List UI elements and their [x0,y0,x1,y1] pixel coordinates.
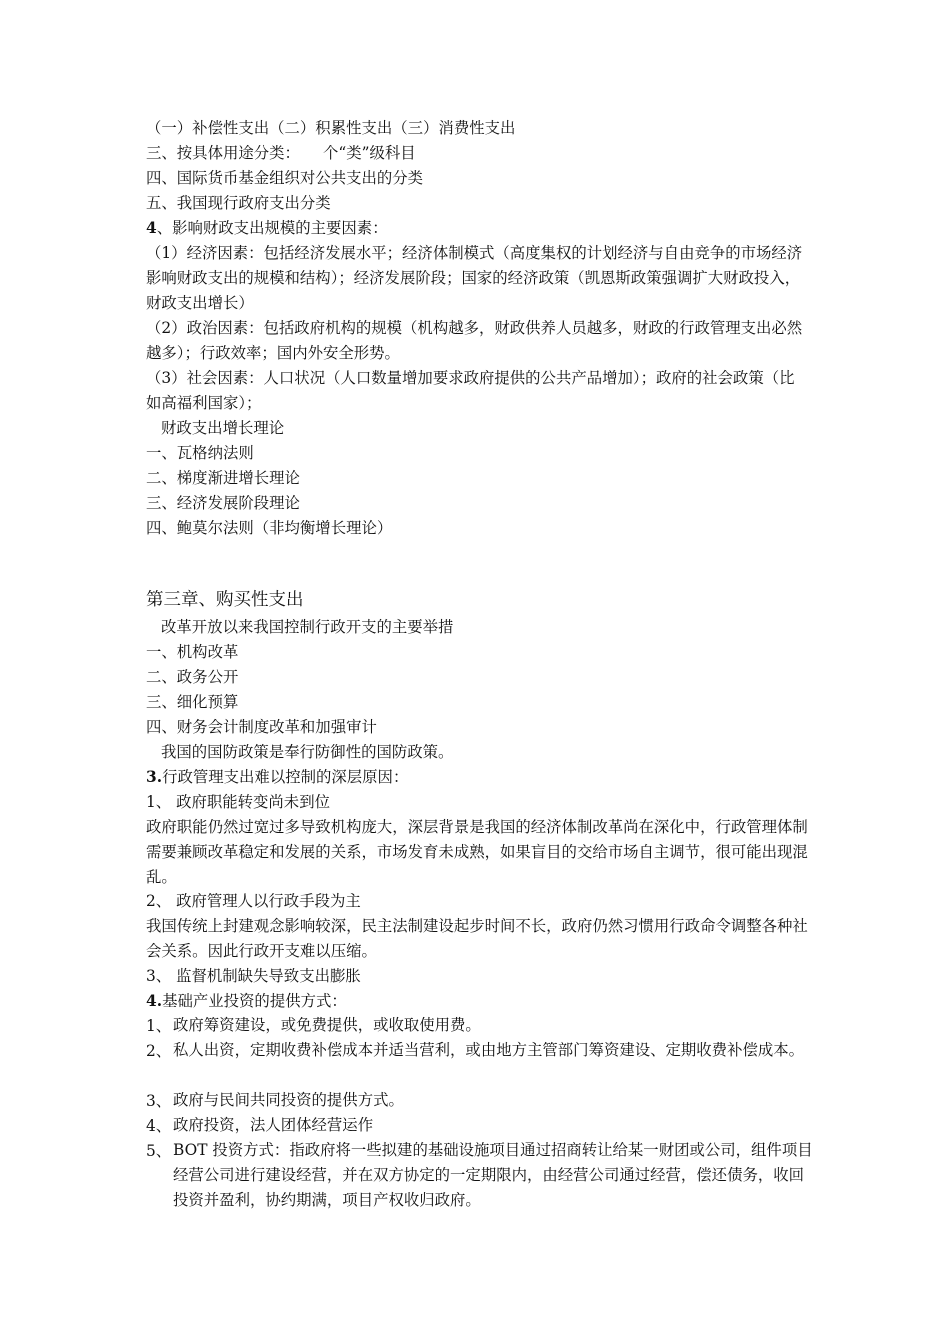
section-title: 行政管理支出难以控制的深层原因： [162,768,409,786]
subheading: 财政支出增长理论 [161,419,285,437]
text-line: 四、鲍莫尔法则（非均衡增长理论） [146,519,393,537]
paragraph: 我国传统上封建观念影响较深，民主法制建设起步时间不长，政府仍然习惯用行政命令调整各种社会关系。因此行政开支难以压缩。 [146,917,808,960]
text-line: 一、瓦格纳法则 [146,444,254,462]
section-heading [146,767,408,787]
list-item-number: 1、 [146,1017,172,1035]
section-number: 4. [146,992,163,1010]
text-line: 四、国际货币基金组织对公共支出的分类 [146,169,424,187]
text-line: 3、 监督机制缺失导致支出膨胀 [146,967,361,985]
list-item-number: 5、 [146,1142,172,1160]
list-item-number: 4、 [146,1117,172,1135]
list-item-number: 3、 [146,1092,172,1110]
paragraph: 政府职能仍然过宽过多导致机构庞大，深层背景是我国的经济体制改革尚在深化中，行政管理体制需要兼顾改革稳定和发展的关系，市场发育未成熟，如果盲目的交给市场自主调节，很可能出现混乱。 [146,818,808,886]
text-line: 二、梯度渐进增长理论 [146,469,300,487]
text-line: 三、细化预算 [146,693,239,711]
text-line: 1、 政府职能转变尚未到位 [146,793,330,811]
paragraph: （3）社会因素：人口状况（人口数量增加要求政府提供的公共产品增加）；政府的社会政策（比如高福利国家）； [146,369,795,412]
section-title: 、影响财政支出规模的主要因素： [156,219,388,237]
list-item-text: 政府与民间共同投资的提供方式。 [173,1091,404,1109]
list-item-text: BOT 投资方式：指政府将一些拟建的基础设施项目通过招商转让给某一财团或公司，组件项目经营公司进行建设经营，并在双方协定的一定期限内，由经营公司通过经营，偿还债务，收回投资并盈利，协约期满，项目产权收归政府。 [173,1141,813,1209]
section-number: 4 [146,219,157,237]
paragraph: （1）经济因素：包括经济发展水平；经济体制模式（高度集权的计划经济与自由竞争的市场经济影响财政支出的规模和结构）；经济发展阶段；国家的经济政策（凯恩斯政策强调扩大财政投入，财政支出增长） [146,244,803,312]
section-title: 基础产业投资的提供方式： [162,992,347,1010]
text-line: 二、政务公开 [146,668,239,686]
text-line: 四、财务会计制度改革和加强审计 [146,718,377,736]
text-line: （一）补偿性支出（二）积累性支出（三）消费性支出 [146,119,516,137]
text-line: 一、机构改革 [146,643,239,661]
subheading: 改革开放以来我国控制行政开支的主要举措 [161,618,454,636]
list-item-number: 2、 [146,1042,172,1060]
section-number: 3. [146,768,163,786]
list-item-text: 政府筹资建设，或免费提供，或收取使用费。 [173,1016,481,1034]
list-item-text: 私人出资，定期收费补偿成本并适当营利，或由地方主管部门筹资建设、定期收费补偿成本。 [173,1041,805,1059]
section-heading [146,991,347,1011]
text-line: 三、按具体用途分类： 个“类”级科目 [146,144,416,162]
chapter-title: 第三章、购买性支出 [146,590,304,610]
section-heading [146,218,388,238]
text-line: 五、我国现行政府支出分类 [146,194,331,212]
text-line: 我国的国防政策是奉行防御性的国防政策。 [161,743,454,761]
paragraph: （2）政治因素：包括政府机构的规模（机构越多，财政供养人员越多，财政的行政管理支出必然越多）；行政效率；国内外安全形势。 [146,319,803,362]
list-item-text: 政府投资，法人团体经营运作 [173,1116,374,1134]
text-line: 2、 政府管理人以行政手段为主 [146,892,361,910]
text-line: 三、经济发展阶段理论 [146,494,300,512]
